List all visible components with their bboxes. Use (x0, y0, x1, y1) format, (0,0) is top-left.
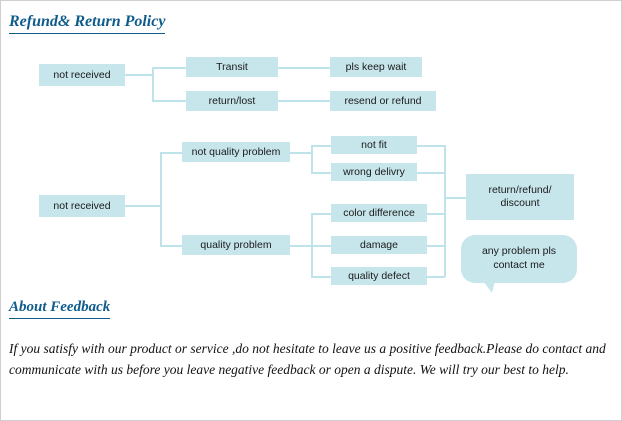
node-damage: damage (331, 236, 427, 254)
node-not-fit: not fit (331, 136, 417, 154)
connector-color-difference-right (427, 213, 445, 215)
connector-outcome-in (444, 197, 466, 199)
connector-color-difference (311, 213, 331, 215)
connector-not-fit (311, 145, 331, 147)
connector-notquality-out (290, 152, 312, 154)
node-pls-keep-wait: pls keep wait (330, 57, 422, 77)
page-title-refund (9, 13, 165, 34)
connector-wrong-delivry-right (417, 172, 445, 174)
node-transit: Transit (186, 57, 278, 77)
callout-tail (483, 281, 495, 293)
page-title-refund-text: Refund& Return Policy (9, 13, 165, 34)
connector-bottom-root-out (125, 205, 161, 207)
node-top-root: not received (39, 64, 125, 86)
node-return-lost: return/lost (186, 91, 278, 111)
callout-line2: contact me (493, 259, 545, 271)
page-title-feedback (9, 299, 110, 319)
node-resend-or-refund: resend or refund (330, 91, 436, 111)
connector-top-root-out (125, 74, 153, 76)
node-outcome-line1: return/refund/ (488, 184, 552, 197)
page-title-feedback-text: About Feedback (9, 299, 110, 319)
connector-bottom-spine (160, 152, 162, 247)
node-bottom-root: not received (39, 195, 125, 217)
connector-outcome-collector (444, 145, 446, 277)
callout-contact-me (461, 235, 577, 283)
connector-not-fit-right (417, 145, 445, 147)
connector-top-branch2 (152, 100, 186, 102)
node-quality-problem: quality problem (182, 235, 290, 255)
node-not-quality-problem: not quality problem (182, 142, 290, 162)
connector-wrong-delivry (311, 172, 331, 174)
node-color-difference: color difference (331, 204, 427, 222)
node-quality-defect: quality defect (331, 267, 427, 285)
node-return-refund-discount (466, 174, 574, 220)
connector-damage (311, 245, 331, 247)
connector-returnlost-result (278, 100, 330, 102)
connector-quality-defect (311, 276, 331, 278)
connector-quality-out (290, 245, 312, 247)
node-outcome-line2: discount (500, 197, 540, 209)
connector-quality-defect-right (427, 276, 445, 278)
node-wrong-delivry: wrong delivry (331, 163, 417, 181)
connector-bottom-group1 (160, 152, 182, 154)
callout-line1: any problem pls (481, 245, 557, 258)
feedback-paragraph: If you satisfy with our product or service ,do not hesitate to leave us a positive feedback.Please do contact and communicate with us before you leave negative feedback or open a dispute. We will try our best to help. (9, 341, 606, 377)
connector-notquality-spine (311, 145, 313, 173)
connector-transit-result (278, 67, 330, 69)
connector-top-branch1 (152, 67, 186, 69)
connector-damage-right (427, 245, 445, 247)
connector-bottom-group2 (160, 245, 182, 247)
connector-top-spine (152, 67, 154, 101)
